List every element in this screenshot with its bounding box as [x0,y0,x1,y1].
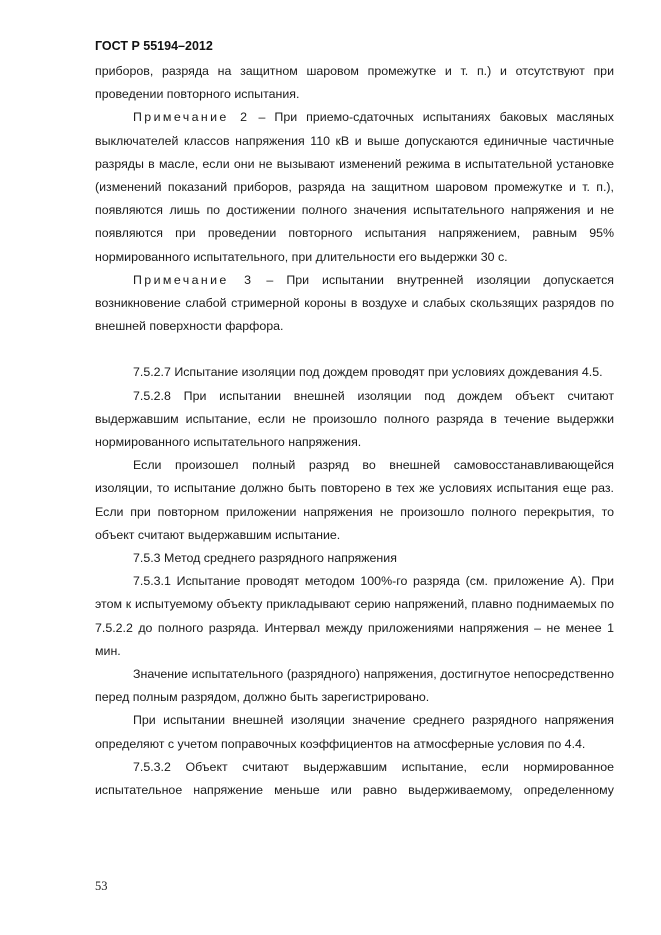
note-3-label: Примечание 3 [133,272,254,287]
clause-7-5-3-2: 7.5.3.2 Объект считают выдержавшим испытание, если нормированное испытательное напряжение меньше или равно выдерживаемому, определенному [95,759,614,798]
paragraph-test-voltage-value: Значение испытательного (разрядного) напряжения, достигнутое непосредственно перед полным разрядом, должно быть зарегистрировано. [95,667,614,705]
clause-7-5-3-heading: 7.5.3 Метод среднего разрядного напряжения [133,551,397,566]
note-2-label: Примечание 2 [133,110,250,125]
document-body [95,60,614,802]
clause-7-5-3-1: 7.5.3.1 Испытание проводят методом 100%-го разряда (см. приложение А). При этом к испытуемому объекту прикладывают серию напряжений, плавно поднимаемых по 7.5.2.2 до полного разряда. Интервал между приложениями напряжения – не менее 1 мин. [95,574,614,658]
paragraph-external-insulation: При испытании внешней изоляции значение среднего разрядного напряжения определяют с учетом поправочных коэффициентов на атмосферные условия по 4.4. [95,713,614,751]
note-3 [95,269,614,339]
page-number: 53 [95,879,108,893]
paragraph-continuation: приборов, разряда на защитном шаровом промежутке и т. п.) и отсутствуют при проведении повторного испытания. [95,64,614,102]
page-header-standard-number: ГОСТ Р 55194–2012 [95,39,213,53]
clause-7-5-2-7: 7.5.2.7 Испытание изоляции под дождем проводят при условиях дождевания 4.5. [133,365,603,380]
note-3-text: – При испытании внутренней изоляции допускается возникновение слабой стримерной короны в воздухе и слабых скользящих разрядов по внешней поверхности фарфора. [95,272,615,334]
spacer [95,338,614,361]
note-2 [95,106,614,268]
paragraph-repeat-test: Если произошел полный разряд во внешней самовосстанавливающейся изоляции, то испытание должно быть повторено в тех же условиях испытания еще раз. Если при повторном приложении напряжения не произошло полного перекрытия, то объект считают выдержавшим испытание. [95,458,614,542]
clause-7-5-2-8: 7.5.2.8 При испытании внешней изоляции под дождем объект считают выдержавшим испытание, если не произошло полного разряда в течение выдержки нормированного испытательного напряжения. [95,388,614,450]
note-2-text: – При приемо-сдаточных испытаниях баковых масляных выключателей классов напряжения 110 кВ и выше допускаются единичные частичные разряды в масле, если они не вызывают изменений режима в испытательной установке (изменений показаний приборов, разряда на защитном шаровом промежутке и т. п.), появляются лишь по достижении полного значения испытательного напряжения и не появляются при проведении повторного испытания напряжением, равным 95% нормированного испытательного, при длительности его выдержки 30 с. [95,110,614,264]
